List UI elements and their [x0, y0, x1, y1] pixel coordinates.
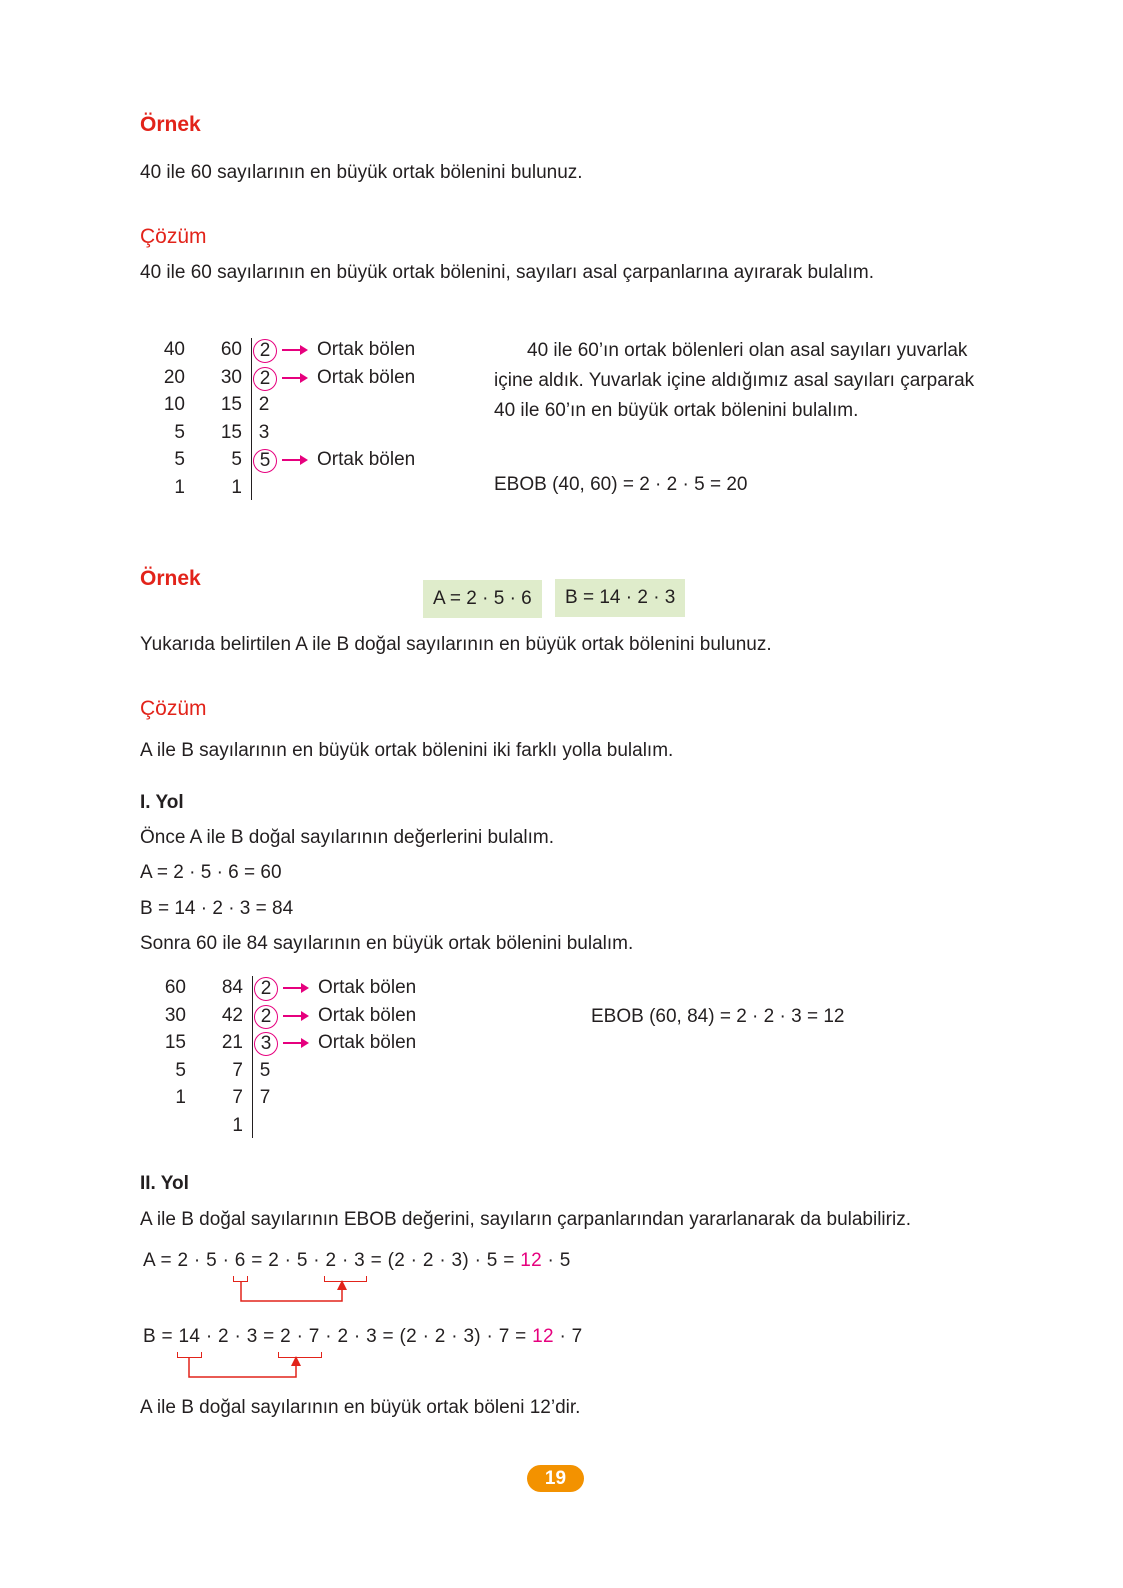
example-heading: Örnek	[140, 567, 201, 590]
arrow-right-icon	[282, 349, 306, 351]
example-question: 40 ile 60 sayılarının en büyük ortak bölenini bulunuz.	[140, 162, 583, 183]
eq-part: · 5	[541, 1250, 571, 1271]
box-a: A = 2 · 5 · 6	[423, 580, 542, 618]
dividend-b: 30	[220, 366, 242, 388]
way1-line: A = 2 · 5 · 6 = 60	[140, 862, 282, 883]
dividend-a: 1	[174, 477, 185, 498]
box-b: B = 14 · 2 · 3	[555, 579, 685, 617]
division-row	[140, 474, 460, 502]
solution-intro: A ile B sayılarının en büyük ortak bölenini iki farklı yolla bulalım.	[140, 740, 674, 761]
dividend-b: 5	[231, 449, 242, 471]
dividend-a: 5	[175, 1059, 186, 1081]
divisor: 3	[258, 421, 270, 443]
common-divisor-label: Ortak bölen	[317, 339, 416, 360]
page-number: 19	[527, 1465, 584, 1492]
division-row	[140, 336, 460, 364]
eq-part: B =	[143, 1326, 179, 1347]
dividend-a: 5	[174, 421, 185, 443]
dividend-b: 15	[220, 421, 242, 443]
division-row	[140, 364, 460, 392]
divisor: 3	[254, 1032, 278, 1056]
connector-arrow-b	[180, 1356, 310, 1382]
division-row	[140, 446, 460, 474]
division-row	[141, 1112, 461, 1140]
division-row	[141, 1084, 461, 1112]
arrow-right-icon	[283, 1015, 307, 1017]
division-row	[141, 1057, 461, 1085]
eq-part: = (2 · 2 · 3) · 5 =	[365, 1250, 521, 1271]
common-divisor-label: Ortak bölen	[318, 1004, 417, 1026]
common-divisor-label: Ortak bölen	[318, 977, 417, 998]
conclusion: A ile B doğal sayılarının en büyük ortak böleni 12’dir.	[140, 1397, 581, 1418]
way2-title: II. Yol	[140, 1173, 189, 1194]
equation-b	[143, 1326, 583, 1348]
common-divisor-label: Ortak bölen	[317, 366, 416, 388]
explanation-line: içine aldık. Yuvarlak içine aldığımız asal sayıları çarparak	[494, 370, 975, 391]
eq-braced-2-3: 2 · 3	[326, 1250, 366, 1271]
solution-intro: 40 ile 60 sayılarının en büyük ortak bölenini, sayıları asal çarpanlarına ayırarak bulalım.	[140, 262, 875, 283]
division-row	[141, 1002, 461, 1030]
dividend-b: 7	[232, 1087, 243, 1109]
eq-gcd: 12	[532, 1326, 554, 1347]
connector-arrow-a	[230, 1280, 360, 1306]
divisor	[254, 1115, 276, 1137]
way1-line: Sonra 60 ile 84 sayılarının en büyük ortak bölenini bulalım.	[140, 933, 634, 954]
eq-braced-14: 14	[179, 1326, 201, 1347]
division-row	[141, 974, 461, 1002]
divisor: 2	[253, 367, 277, 391]
eq-gcd: 12	[520, 1250, 542, 1271]
dividend-a: 20	[163, 366, 185, 388]
division-row	[140, 419, 460, 447]
dividend-b: 7	[232, 1059, 243, 1081]
divisor: 5	[253, 449, 277, 473]
eq-braced-2-7: 2 · 7	[280, 1326, 320, 1347]
dividend-a: 1	[175, 1087, 186, 1109]
solution-heading: Çözüm	[140, 225, 207, 248]
divisor	[253, 477, 275, 499]
dividend-b: 60	[220, 339, 242, 360]
eq-part: · 2 · 3 = (2 · 2 · 3) · 7 =	[319, 1326, 533, 1347]
ebob-result: EBOB (40, 60) = 2 · 2 · 5 = 20	[494, 474, 748, 495]
division-line	[252, 976, 253, 1138]
dividend-b: 1	[232, 1115, 243, 1136]
division-row	[140, 391, 460, 419]
example-heading: Örnek	[140, 113, 201, 136]
dividend-a: 60	[164, 977, 186, 998]
solution-heading: Çözüm	[140, 697, 207, 720]
way1-title: I. Yol	[140, 792, 184, 813]
divisor: 2	[254, 1005, 278, 1029]
eq-braced-6: 6	[235, 1250, 246, 1271]
explanation-line: 40 ile 60’ın en büyük ortak bölenini bulalım.	[494, 400, 859, 421]
arrow-right-icon	[283, 987, 307, 989]
dividend-b: 1	[231, 477, 242, 498]
dividend-a: 15	[164, 1032, 186, 1054]
divisor: 2	[253, 339, 277, 363]
way2-intro: A ile B doğal sayılarının EBOB değerini, sayıların çarpanlarından yararlanarak da bulabiliriz.	[140, 1209, 911, 1230]
dividend-b: 42	[221, 1004, 243, 1026]
dividend-a: 40	[163, 339, 185, 360]
ebob-result: EBOB (60, 84) = 2 · 2 · 3 = 12	[591, 1006, 845, 1027]
divisor: 5	[259, 1059, 271, 1081]
common-divisor-label: Ortak bölen	[317, 449, 416, 471]
dividend-b: 15	[220, 394, 242, 416]
divisor: 2	[258, 394, 270, 416]
way1-line: B = 14 · 2 · 3 = 84	[140, 898, 294, 919]
dividend-b: 84	[221, 977, 243, 998]
arrow-right-icon	[283, 1042, 307, 1044]
arrow-right-icon	[282, 459, 306, 461]
eq-part: = 2 · 5 ·	[245, 1250, 326, 1271]
explanation-line: 40 ile 60’ın ortak bölenleri olan asal sayıları yuvarlak	[527, 340, 968, 361]
eq-part: · 2 · 3 =	[200, 1326, 281, 1347]
eq-part: A = 2 · 5 ·	[143, 1250, 235, 1271]
way1-line: Önce A ile B doğal sayılarının değerlerini bulalım.	[140, 827, 555, 848]
divisor: 7	[259, 1087, 271, 1109]
arrow-right-icon	[282, 377, 306, 379]
dividend-a: 30	[164, 1004, 186, 1026]
eq-part: · 7	[553, 1326, 583, 1347]
division-line	[251, 338, 252, 500]
division-row	[141, 1029, 461, 1057]
dividend-b: 21	[221, 1032, 243, 1054]
common-divisor-label: Ortak bölen	[318, 1032, 417, 1054]
equation-a	[143, 1250, 571, 1272]
dividend-a: 10	[163, 394, 185, 416]
divisor: 2	[254, 977, 278, 1001]
example-question: Yukarıda belirtilen A ile B doğal sayılarının en büyük ortak bölenini bulunuz.	[140, 634, 772, 655]
dividend-a: 5	[174, 449, 185, 471]
